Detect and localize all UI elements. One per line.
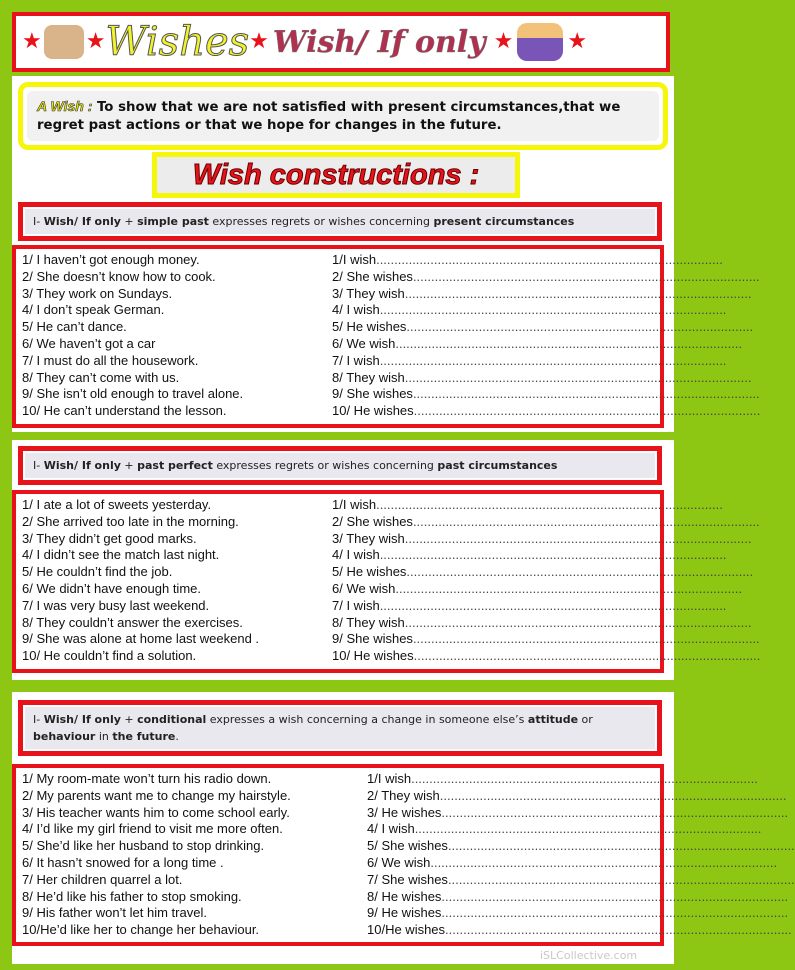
constructions-title-box	[152, 152, 520, 198]
rule-text-part: behaviour	[33, 730, 96, 743]
answer-line[interactable]	[322, 648, 760, 665]
rule-box-1	[18, 202, 662, 241]
answer-line[interactable]	[357, 905, 788, 922]
exercise-row	[22, 513, 760, 531]
definition-label: A Wish :	[37, 98, 93, 114]
answer-line[interactable]	[322, 531, 751, 548]
sentence: 5/ He can’t dance.	[22, 319, 127, 335]
answer-prompt: 1/I wish	[332, 252, 377, 267]
answer-prompt: 2/ She wishes	[332, 513, 413, 529]
answer-line[interactable]	[357, 805, 788, 822]
rule-text-part: +	[120, 459, 138, 472]
answer-prompt: 9/ He wishes	[367, 905, 442, 921]
exercise-row	[22, 804, 789, 822]
exercise-list-3	[12, 764, 795, 946]
answer-prompt: 4/ I wish	[367, 821, 415, 837]
answer-line[interactable]	[322, 547, 726, 564]
answer-line[interactable]	[357, 922, 792, 939]
answer-line[interactable]	[322, 269, 760, 286]
watermark: iSLCollective.com	[540, 949, 638, 962]
star-icon: ★	[493, 29, 514, 54]
rule-text-part: the future	[112, 730, 176, 743]
kids-clipart-icon	[44, 25, 84, 59]
exercise-row	[22, 905, 789, 922]
answer-dots: ................................................................................................	[395, 580, 743, 596]
star-icon: ★	[22, 29, 42, 54]
rule-text-part: Wish/ If only	[43, 459, 121, 472]
answer-prompt: 7/ She wishes	[367, 871, 448, 887]
exercise-row	[22, 871, 795, 889]
sentence: 10/He’d like her to change her behaviour.	[22, 922, 260, 938]
answer-line[interactable]	[322, 336, 742, 353]
exercise-row	[22, 547, 727, 564]
sentence: 8/ They couldn’t answer the exercises.	[22, 614, 243, 630]
answer-prompt: 2/ She wishes	[332, 268, 413, 284]
answer-prompt: 1/I wish	[367, 771, 412, 786]
exercise-row	[22, 252, 723, 269]
sentence: 1/ My room-mate won’t turn his radio down.	[22, 771, 272, 786]
title-wish-if-only: Wish/ If only	[272, 24, 486, 60]
answer-line[interactable]	[322, 319, 753, 336]
sentence: 4/ I didn’t see the match last night.	[22, 547, 220, 563]
answer-prompt: 9/ She wishes	[332, 386, 413, 402]
answer-dots: ................................................................................................	[404, 614, 752, 630]
answer-line[interactable]	[322, 514, 760, 531]
answer-line[interactable]	[357, 855, 777, 872]
answer-prompt: 8/ They wish	[332, 614, 405, 630]
star-icon: ★	[85, 29, 106, 54]
sentence: 1/ I haven’t got enough money.	[22, 252, 200, 267]
answer-prompt: 7/ I wish	[332, 352, 380, 368]
answer-line[interactable]	[357, 788, 786, 805]
answer-dots: ................................................................................................	[412, 268, 760, 284]
rule-text-part: expresses a wish concerning a change in someone else’s	[206, 713, 528, 726]
boy-clipart-icon	[517, 23, 563, 61]
exercise-row	[22, 319, 754, 336]
sentence: 10/ He can’t understand the lesson.	[22, 403, 227, 419]
answer-line[interactable]	[322, 581, 742, 598]
rule-text-part: in	[95, 730, 113, 743]
answer-prompt: 5/ He wishes	[332, 564, 407, 580]
answer-line[interactable]	[322, 403, 760, 420]
answer-dots: ................................................................................................	[441, 804, 789, 820]
answer-dots: ................................................................................................	[379, 302, 727, 318]
exercise-row	[22, 386, 760, 403]
answer-line[interactable]	[357, 771, 758, 788]
sentence: 3/ They work on Sundays.	[22, 285, 173, 301]
exercise-row	[22, 285, 752, 303]
sentence: 2/ My parents want me to change my hairstyle.	[22, 787, 291, 803]
sentence: 6/ It hasn’t snowed for a long time .	[22, 854, 224, 870]
answer-dots: ................................................................................................	[447, 838, 795, 854]
sentence: 9/ She was alone at home last weekend .	[22, 631, 260, 647]
answer-dots: ................................................................................................	[379, 597, 727, 613]
answer-dots: ................................................................................................	[379, 352, 727, 368]
exercise-list-1	[12, 245, 761, 428]
rule-text-part: or	[578, 713, 593, 726]
answer-line[interactable]	[322, 353, 726, 370]
answer-line[interactable]	[357, 872, 795, 889]
answer-line[interactable]	[322, 252, 723, 269]
answer-prompt: 6/ We wish	[367, 854, 431, 870]
exercise-list-2	[12, 490, 761, 673]
answer-dots: ................................................................................................	[445, 922, 792, 938]
answer-prompt: 10/He wishes	[367, 922, 446, 938]
exercise-row	[22, 922, 792, 939]
title-banner	[12, 12, 670, 72]
sentence: 6/ We haven’t got a car	[22, 335, 156, 351]
sentence: 8/ He’d like his father to stop smoking.	[22, 888, 242, 904]
exercise-row	[22, 564, 754, 581]
answer-prompt: 10/ He wishes	[332, 648, 414, 664]
answer-dots: ................................................................................................	[447, 871, 795, 887]
answer-prompt: 7/ I wish	[332, 597, 380, 613]
sentence: 5/ He couldn’t find the job.	[22, 564, 173, 580]
answer-line[interactable]	[322, 370, 751, 387]
sentence: 7/ Her children quarrel a lot.	[22, 871, 183, 887]
answer-dots: ................................................................................................	[411, 771, 758, 786]
rule-text-part: +	[120, 713, 138, 726]
answer-line[interactable]	[322, 497, 723, 514]
exercise-row	[22, 580, 743, 598]
answer-prompt: 4/ I wish	[332, 302, 380, 318]
sentence: 3/ They didn’t get good marks.	[22, 530, 197, 546]
sentence: 10/ He couldn’t find a solution.	[22, 648, 197, 664]
answer-prompt: 8/ He wishes	[367, 888, 442, 904]
answer-dots: ................................................................................................	[376, 497, 723, 512]
answer-prompt: 5/ She wishes	[367, 838, 448, 854]
sentence: 6/ We didn’t have enough time.	[22, 580, 201, 596]
answer-prompt: 5/ He wishes	[332, 319, 407, 335]
exercise-row	[22, 787, 787, 805]
sentence: 9/ His father won’t let him travel.	[22, 905, 207, 921]
rule-text-part: simple past	[137, 215, 209, 228]
answer-prompt: 3/ They wish	[332, 530, 405, 546]
answer-prompt: 4/ I wish	[332, 547, 380, 563]
definition-text: To show that we are not satisfied with present circumstances,that we regret past actions or that we hope for changes in the future.	[37, 100, 621, 133]
star-icon: ★	[567, 29, 588, 54]
answer-dots: ................................................................................................	[414, 821, 762, 837]
rule-text-part: past circumstances	[437, 459, 558, 472]
answer-dots: ................................................................................................	[441, 905, 789, 921]
exercise-row	[22, 403, 761, 420]
answer-prompt: 2/ They wish	[367, 787, 440, 803]
rule-text-part: attitude	[527, 713, 579, 726]
sentence: 2/ She arrived too late in the morning.	[22, 513, 239, 529]
definition-box	[18, 82, 668, 150]
answer-line[interactable]	[322, 598, 726, 615]
answer-dots: ................................................................................................	[376, 252, 723, 267]
rule-text-part: Wish/ If only	[43, 713, 121, 726]
answer-line[interactable]	[357, 821, 761, 838]
answer-dots: ................................................................................................	[404, 530, 752, 546]
star-icon: ★	[249, 29, 269, 54]
answer-dots: ................................................................................................	[395, 335, 743, 351]
sentence: 7/ I was very busy last weekend.	[22, 597, 210, 613]
answer-prompt: 3/ He wishes	[367, 804, 442, 820]
exercise-row	[22, 335, 743, 353]
rule-box-2	[18, 446, 662, 485]
exercise-row	[22, 648, 761, 665]
exercise-row	[22, 888, 789, 906]
sentence: 3/ His teacher wants him to come school early.	[22, 804, 290, 820]
answer-dots: ................................................................................................	[430, 854, 778, 870]
exercise-row	[22, 597, 727, 615]
answer-dots: ................................................................................................	[441, 888, 789, 904]
answer-prompt: 9/ She wishes	[332, 631, 413, 647]
answer-prompt: 3/ They wish	[332, 285, 405, 301]
exercise-row	[22, 268, 760, 286]
exercise-row	[22, 614, 752, 632]
answer-line[interactable]	[322, 615, 751, 632]
sentence: 9/ She isn’t old enough to travel alone.	[22, 386, 244, 402]
exercise-row	[22, 497, 723, 514]
sentence: 4/ I’d like my girl friend to visit me more often.	[22, 821, 283, 837]
exercise-row	[22, 530, 752, 548]
exercise-row	[22, 369, 752, 387]
answer-dots: ................................................................................................	[412, 386, 760, 402]
exercise-row	[22, 352, 727, 370]
answer-prompt: 1/I wish	[332, 497, 377, 512]
rule-text-part: I-	[33, 459, 44, 472]
exercise-row	[22, 821, 762, 838]
rule-text-part: present circumstances	[433, 215, 575, 228]
rule-text-part: Wish/ If only	[43, 215, 121, 228]
rule-text-part: I-	[33, 215, 44, 228]
answer-dots: ................................................................................................	[379, 547, 727, 563]
answer-dots: ................................................................................................	[404, 285, 752, 301]
rule-text-part: expresses regrets or wishes concerning	[208, 215, 434, 228]
exercise-row	[22, 854, 778, 872]
rule-text-part: +	[120, 215, 138, 228]
answer-dots: ................................................................................................	[404, 369, 752, 385]
answer-line[interactable]	[322, 386, 760, 403]
title-wishes: Wishes	[105, 19, 250, 65]
answer-dots: ................................................................................................	[413, 403, 761, 419]
rule-text-part: expresses regrets or wishes concerning	[212, 459, 438, 472]
answer-prompt: 6/ We wish	[332, 580, 396, 596]
sentence: 2/ She doesn’t know how to cook.	[22, 268, 216, 284]
answer-prompt: 8/ They wish	[332, 369, 405, 385]
sentence: 1/ I ate a lot of sweets yesterday.	[22, 497, 212, 512]
answer-line[interactable]	[322, 631, 760, 648]
exercise-row	[22, 631, 760, 648]
sentence: 5/ She’d like her husband to stop drinking.	[22, 838, 265, 854]
exercise-row	[22, 302, 727, 319]
constructions-title: Wish constructions :	[157, 157, 515, 193]
sentence: 8/ They can’t come with us.	[22, 369, 180, 385]
answer-dots: ................................................................................................	[406, 564, 754, 580]
answer-prompt: 10/ He wishes	[332, 403, 414, 419]
rule-box-3	[18, 700, 662, 756]
answer-dots: ................................................................................................	[439, 787, 787, 803]
rule-text-part: past perfect	[137, 459, 213, 472]
answer-line[interactable]	[357, 889, 788, 906]
answer-line[interactable]	[357, 838, 795, 855]
answer-line[interactable]	[322, 564, 753, 581]
sentence: 7/ I must do all the housework.	[22, 352, 199, 368]
exercise-row	[22, 771, 758, 788]
rule-text-part: .	[175, 730, 179, 743]
exercise-row	[22, 838, 795, 855]
rule-text-part: conditional	[137, 713, 207, 726]
rule-text-part: I-	[33, 713, 44, 726]
answer-line[interactable]	[322, 302, 726, 319]
answer-prompt: 6/ We wish	[332, 335, 396, 351]
sentence: 4/ I don’t speak German.	[22, 302, 165, 318]
answer-line[interactable]	[322, 286, 751, 303]
answer-dots: ................................................................................................	[406, 319, 754, 335]
answer-dots: ................................................................................................	[412, 513, 760, 529]
answer-dots: ................................................................................................	[413, 648, 761, 664]
answer-dots: ................................................................................................	[412, 631, 760, 647]
